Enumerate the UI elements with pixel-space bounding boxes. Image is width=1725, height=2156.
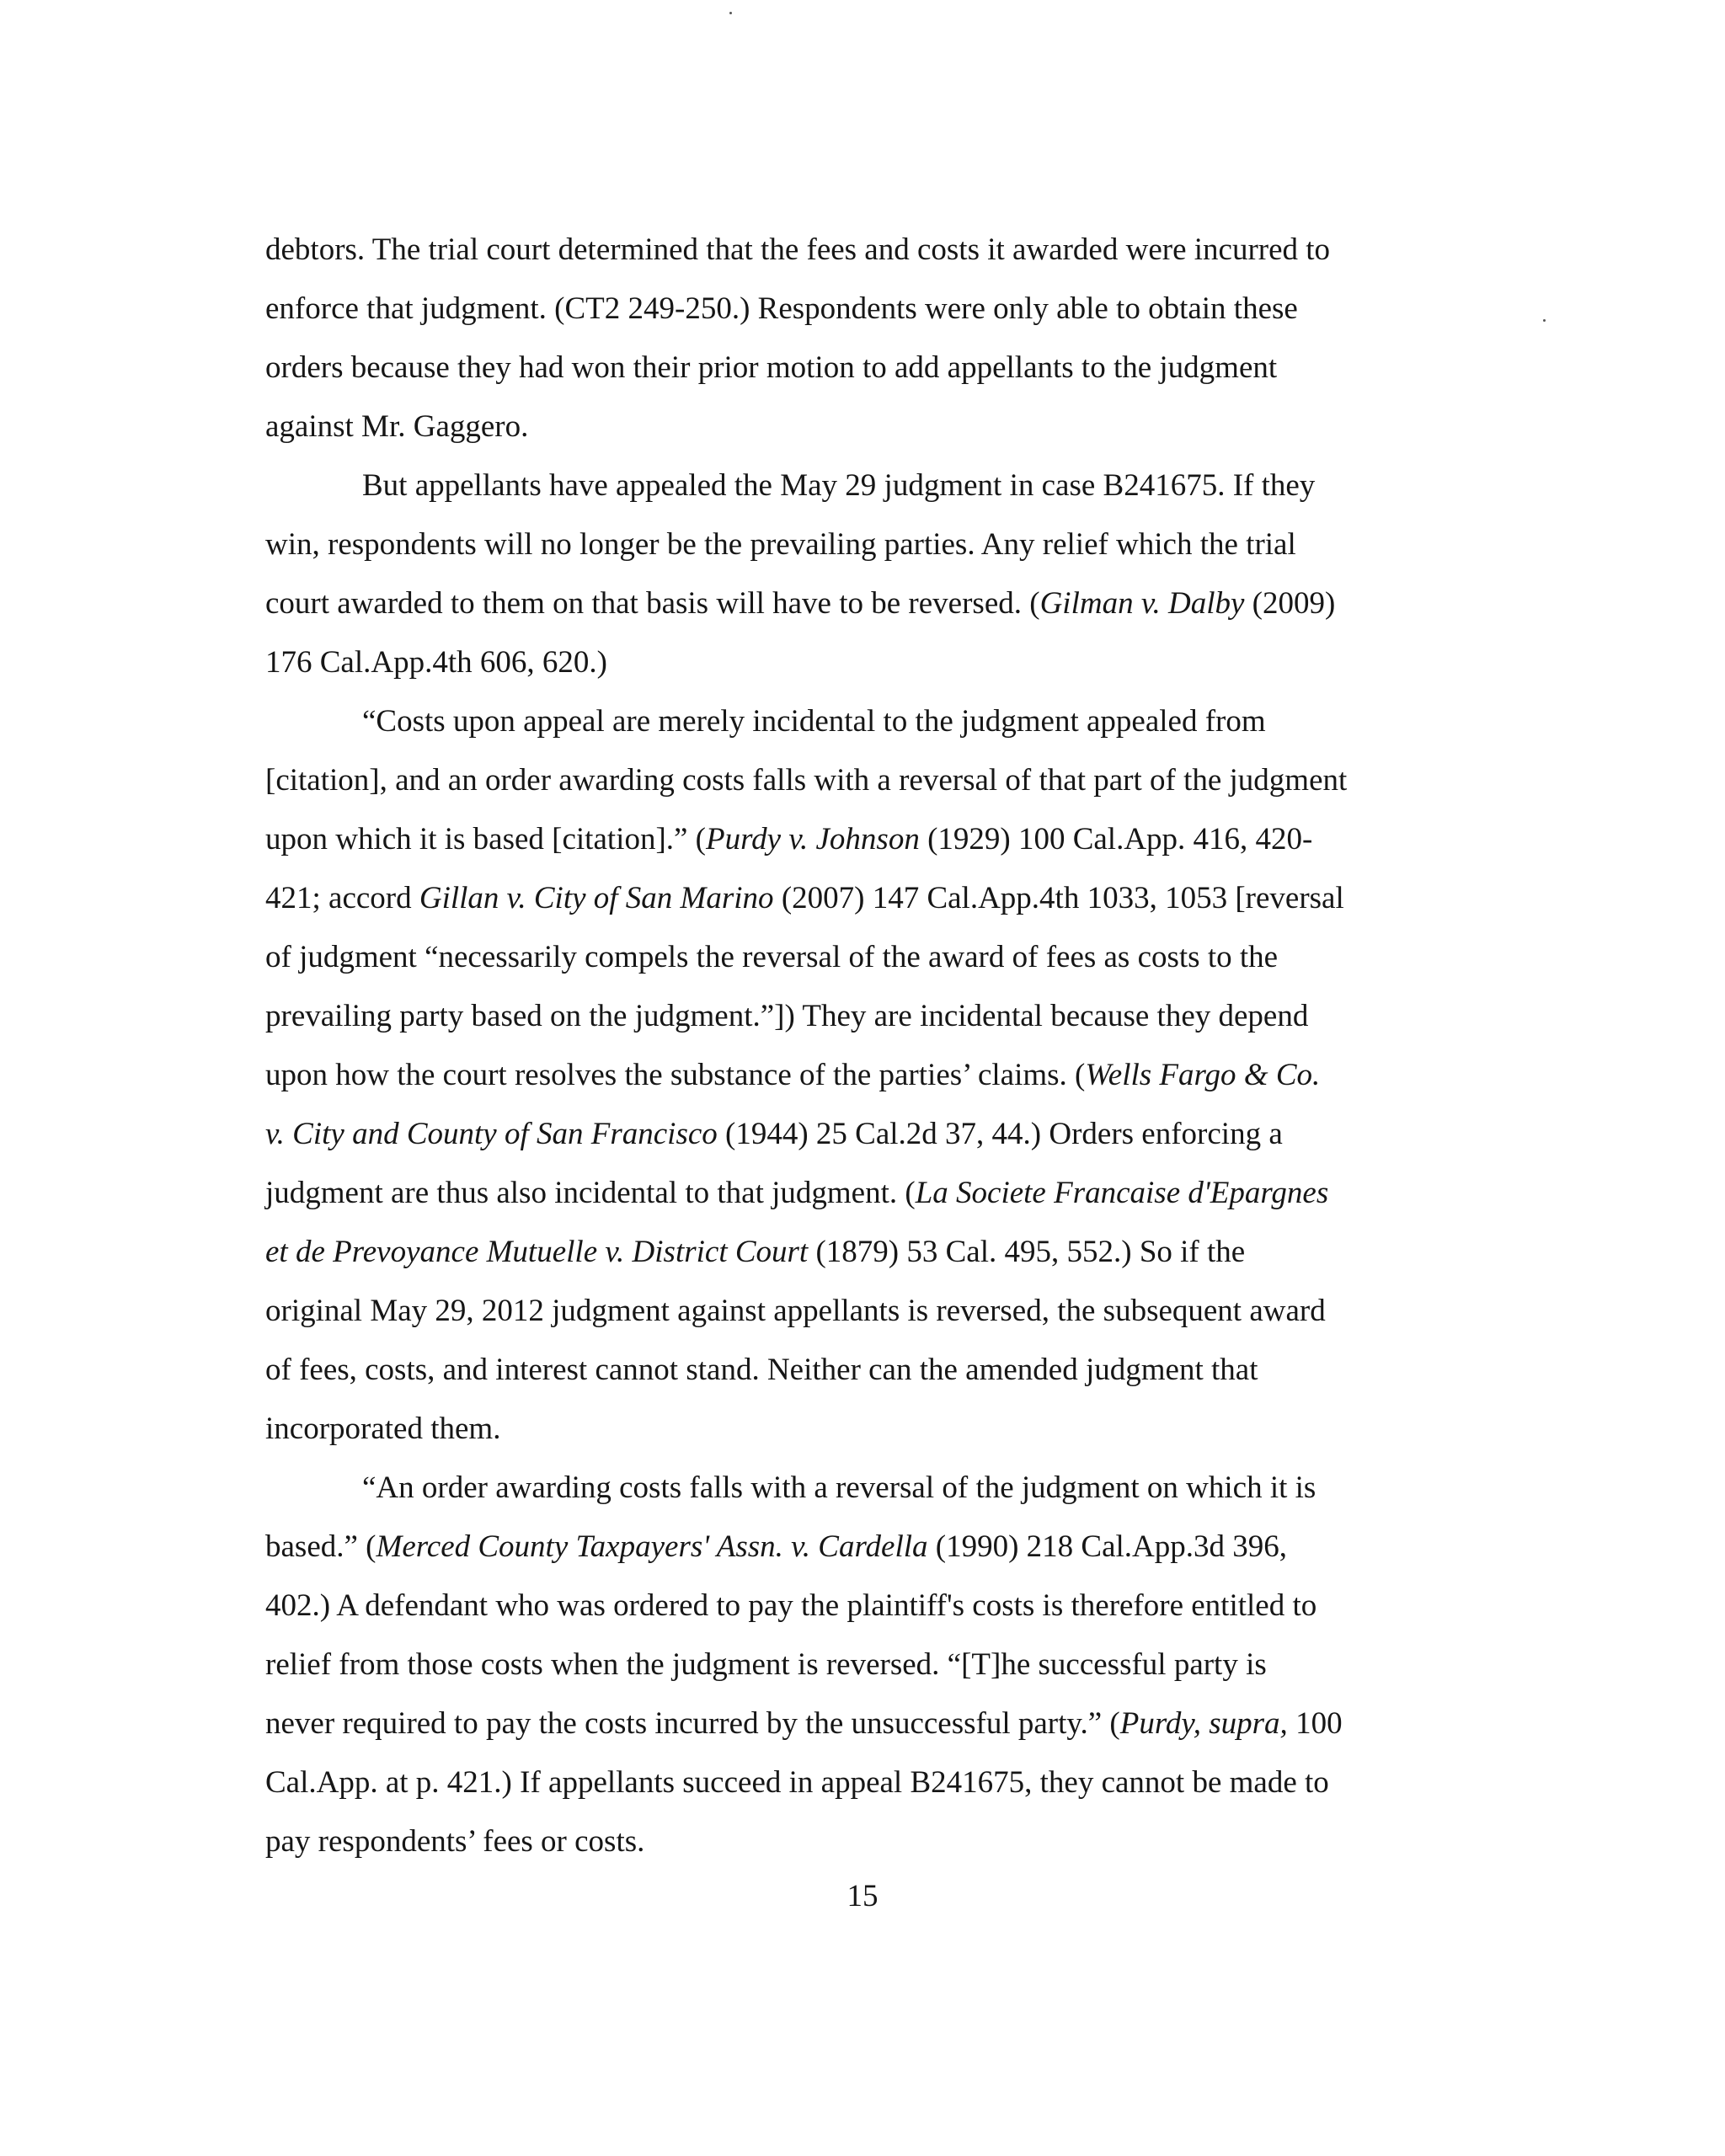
text-line xyxy=(265,280,1487,339)
document-body xyxy=(265,221,1487,1871)
text-segment: enforce that judgment. (CT2 249-250.) Respondents were only able to obtain these xyxy=(265,291,1298,326)
text-segment: of judgment “necessarily compels the reversal of the award of fees as costs to the xyxy=(265,940,1279,974)
text-segment: win, respondents will no longer be the prevailing parties. Any relief which the trial xyxy=(265,527,1296,562)
scan-speck xyxy=(729,12,732,14)
text-segment: based.” ( xyxy=(265,1529,377,1564)
case-citation-italic: Gillan v. City of San Marino xyxy=(419,881,774,915)
text-segment: relief from those costs when the judgment is reversed. “[T]he successful party is xyxy=(265,1647,1267,1682)
scan-speck xyxy=(1543,319,1546,322)
text-segment: (1879) 53 Cal. 495, 552.) So if the xyxy=(808,1235,1246,1269)
text-line xyxy=(265,398,1487,456)
case-citation-italic: et de Prevoyance Mutuelle v. District Court xyxy=(265,1235,809,1269)
text-line xyxy=(265,456,1487,515)
text-line xyxy=(265,928,1487,987)
text-line xyxy=(265,1577,1487,1636)
text-segment: [citation], and an order awarding costs falls with a reversal of that part of the judgment xyxy=(265,763,1348,798)
text-line xyxy=(265,1046,1487,1105)
case-citation-italic: Merced County Taxpayers' Assn. v. Cardella xyxy=(376,1529,928,1564)
case-citation-italic: Purdy v. Johnson xyxy=(706,822,920,857)
text-line xyxy=(265,1753,1487,1812)
text-line xyxy=(265,574,1487,633)
case-citation-italic: v. City and County of San Francisco xyxy=(265,1117,718,1151)
text-line xyxy=(265,515,1487,574)
text-segment: But appellants have appealed the May 29 judgment in case B241675. If they xyxy=(362,468,1316,503)
case-citation-italic: Purdy, supra, xyxy=(1119,1706,1288,1741)
text-segment: incorporated them. xyxy=(265,1412,501,1446)
text-line xyxy=(265,692,1487,751)
text-segment: court awarded to them on that basis will have to be reversed. ( xyxy=(265,586,1040,621)
text-segment: upon how the court resolves the substance of the parties’ claims. ( xyxy=(265,1058,1086,1092)
text-segment: original May 29, 2012 judgment against appellants is reversed, the subsequent award xyxy=(265,1294,1326,1328)
text-line xyxy=(265,869,1487,928)
text-segment: 421; accord xyxy=(265,881,419,915)
text-segment: prevailing party based on the judgment.”]) They are incidental because they depend xyxy=(265,999,1309,1033)
text-line xyxy=(265,751,1487,810)
text-segment: pay respondents’ fees or costs. xyxy=(265,1824,645,1859)
text-segment: against Mr. Gaggero. xyxy=(265,409,529,444)
case-citation-italic: La Societe Francaise d'Epargnes xyxy=(915,1176,1329,1210)
text-line xyxy=(265,1636,1487,1694)
text-segment: 100 xyxy=(1287,1706,1343,1741)
text-line xyxy=(265,1459,1487,1518)
text-line xyxy=(265,987,1487,1046)
text-line xyxy=(265,339,1487,398)
text-line xyxy=(265,1164,1487,1223)
text-segment: (1929) 100 Cal.App. 416, 420- xyxy=(919,822,1313,857)
text-line xyxy=(265,1694,1487,1753)
text-segment: never required to pay the costs incurred by the unsuccessful party.” ( xyxy=(265,1706,1120,1741)
text-line xyxy=(265,1105,1487,1164)
text-segment: Cal.App. at p. 421.) If appellants succeed in appeal B241675, they cannot be made to xyxy=(265,1765,1329,1800)
text-segment: “An order awarding costs falls with a reversal of the judgment on which it is xyxy=(362,1470,1316,1505)
page-number: 15 xyxy=(846,1879,879,1913)
text-segment: (2009) xyxy=(1244,586,1336,621)
text-segment: orders because they had won their prior motion to add appellants to the judgment xyxy=(265,350,1278,385)
text-segment: 402.) A defendant who was ordered to pay the plaintiff's costs is therefore entitled to xyxy=(265,1588,1317,1623)
text-segment: 176 Cal.App.4th 606, 620.) xyxy=(265,645,607,680)
text-line xyxy=(265,1812,1487,1871)
case-citation-italic: Wells Fargo & Co. xyxy=(1085,1058,1321,1092)
text-segment: “Costs upon appeal are merely incidental to the judgment appealed from xyxy=(362,704,1266,739)
text-segment: (1944) 25 Cal.2d 37, 44.) Orders enforcing a xyxy=(717,1117,1283,1151)
text-line xyxy=(265,1341,1487,1400)
text-line xyxy=(265,633,1487,692)
text-line xyxy=(265,221,1487,280)
text-line xyxy=(265,1282,1487,1341)
case-citation-italic: Gilman v. Dalby xyxy=(1039,586,1245,621)
text-segment: judgment are thus also incidental to that judgment. ( xyxy=(265,1176,916,1210)
text-segment: upon which it is based [citation].” ( xyxy=(265,822,707,857)
text-line xyxy=(265,1518,1487,1577)
text-segment: debtors. The trial court determined that the fees and costs it awarded were incurred to xyxy=(265,232,1331,267)
text-line xyxy=(265,1400,1487,1459)
text-segment: (1990) 218 Cal.App.3d 396, xyxy=(927,1529,1287,1564)
text-segment: (2007) 147 Cal.App.4th 1033, 1053 [reversal xyxy=(773,881,1344,915)
text-line xyxy=(265,810,1487,869)
text-line xyxy=(265,1223,1487,1282)
text-segment: of fees, costs, and interest cannot stand. Neither can the amended judgment that xyxy=(265,1353,1258,1387)
